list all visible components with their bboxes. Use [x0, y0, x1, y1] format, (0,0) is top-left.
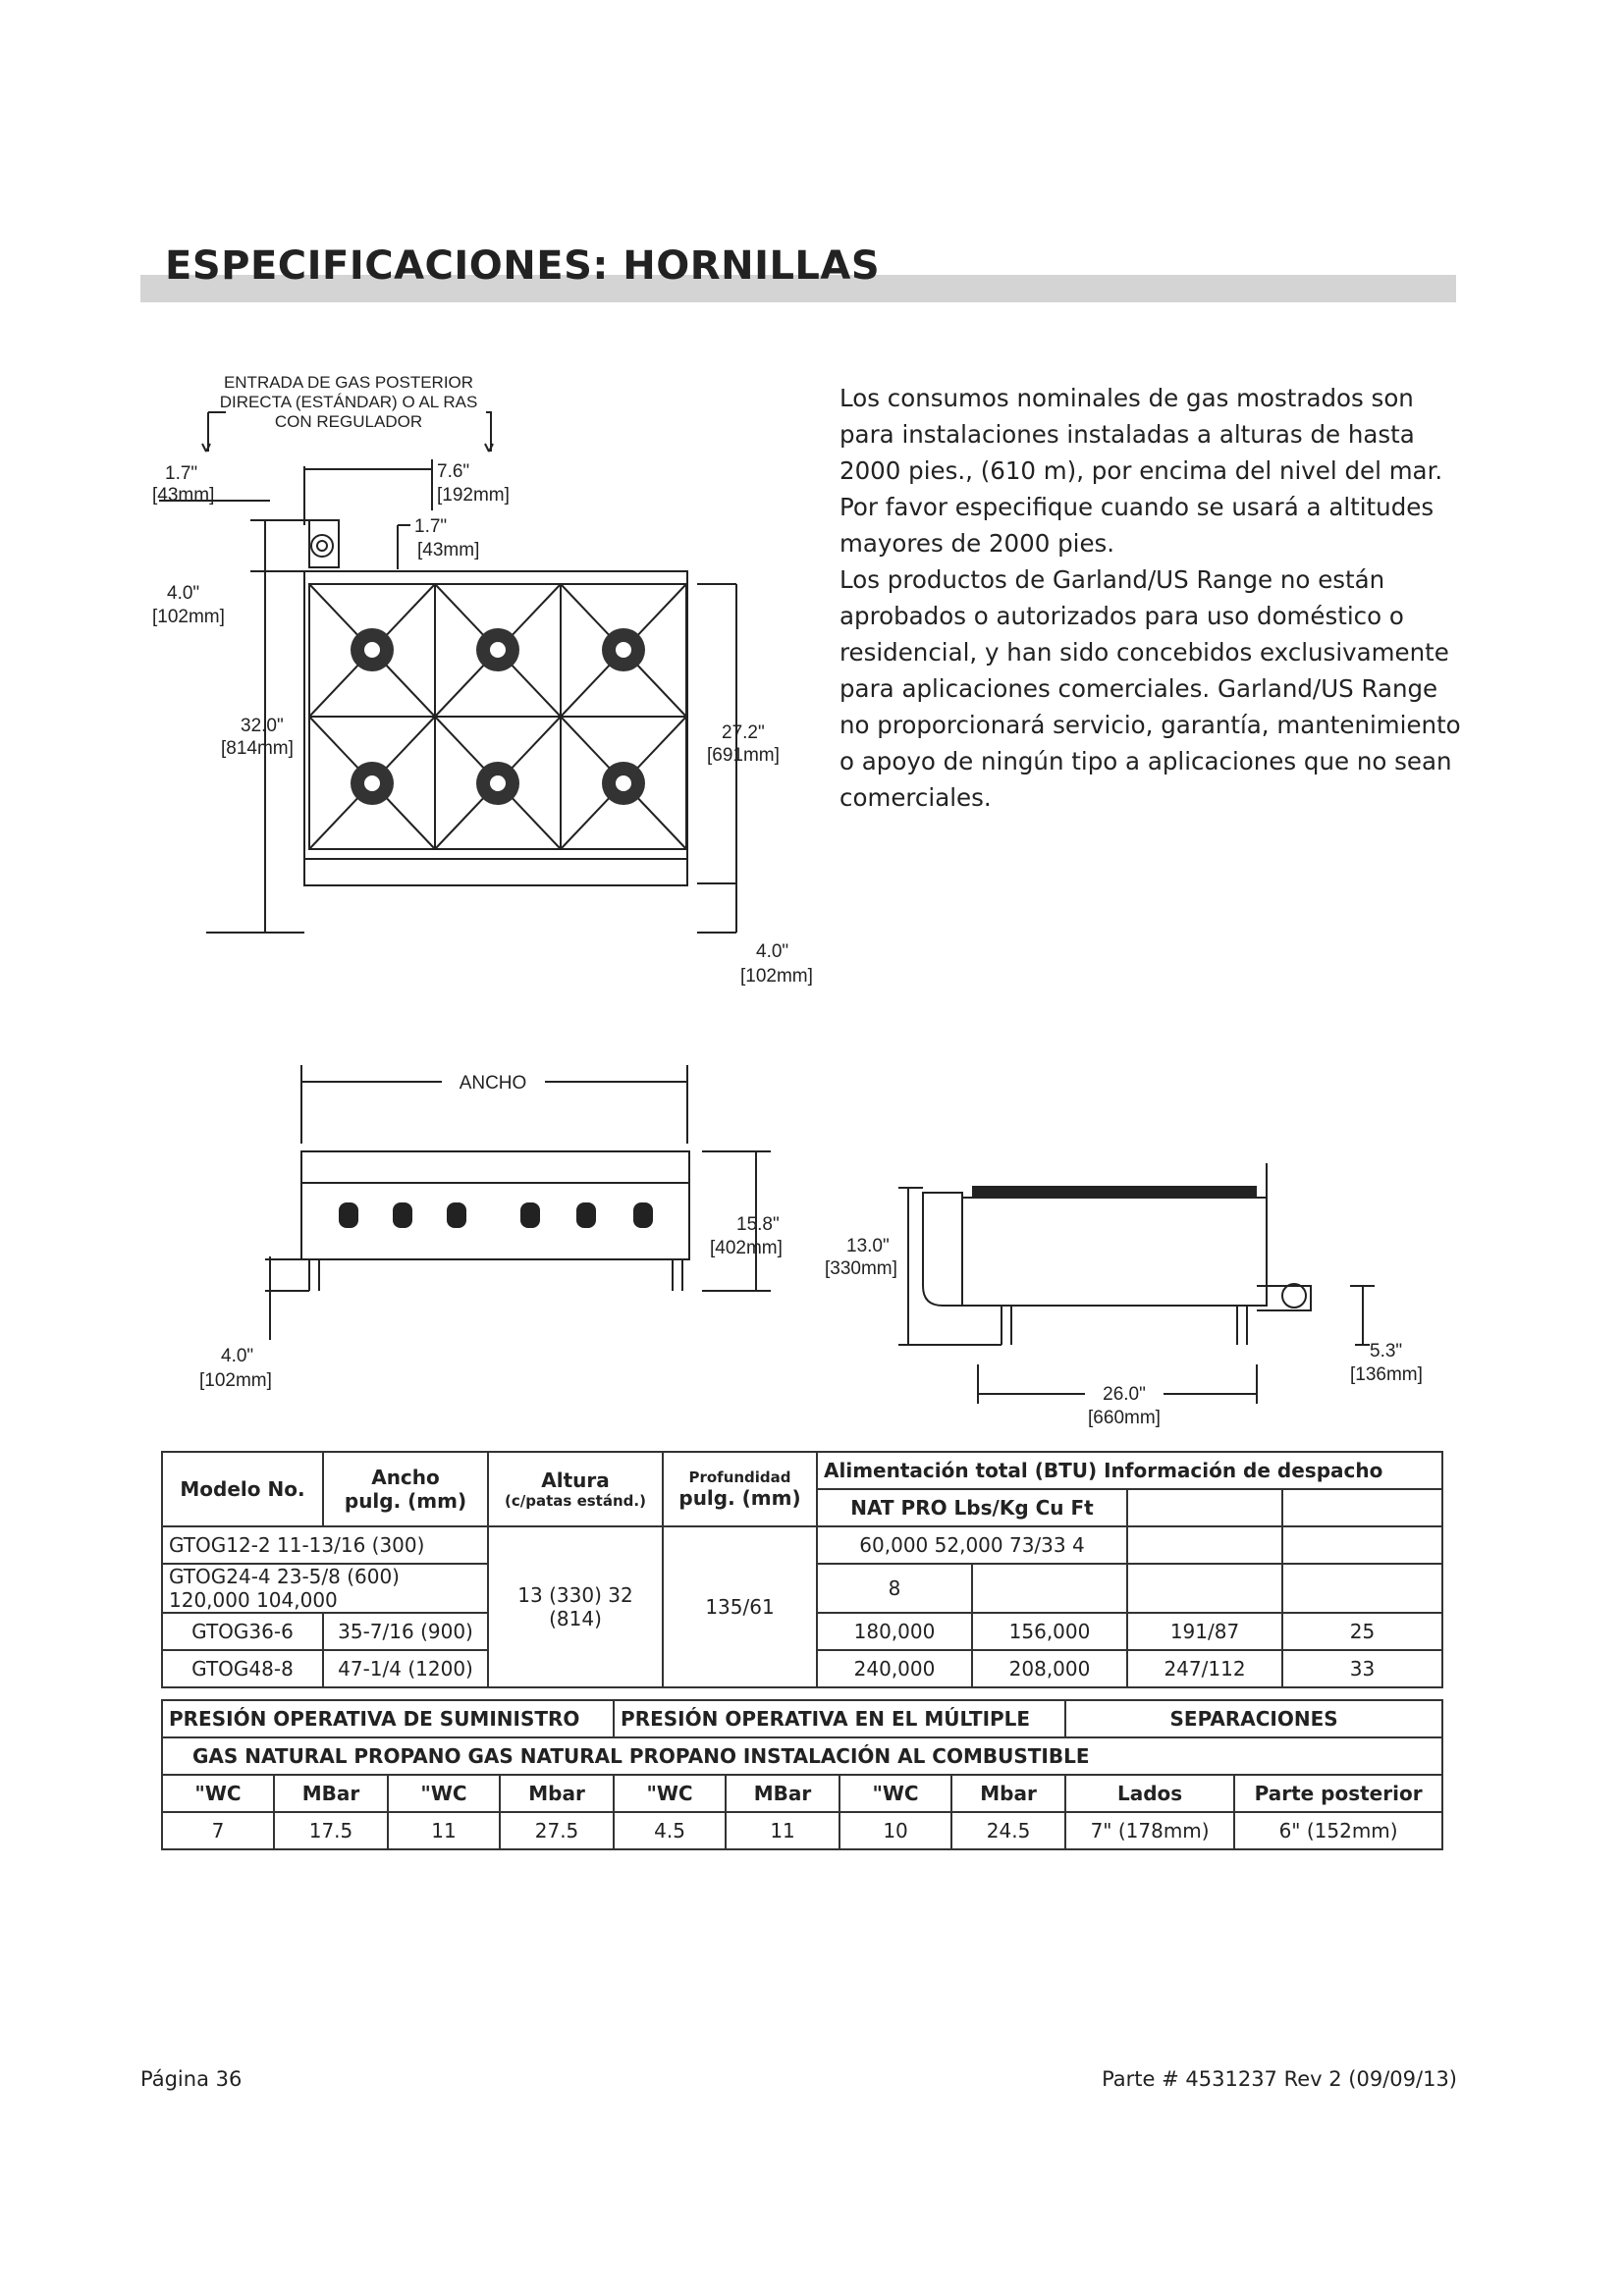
cell: [1282, 1526, 1442, 1564]
cell: 156,000: [972, 1613, 1127, 1650]
cell: 27.5: [500, 1812, 614, 1849]
cell: 7" (178mm): [1065, 1812, 1234, 1849]
header-depth: [663, 1452, 817, 1526]
cell: [1282, 1564, 1442, 1613]
header-width-2: pulg. (mm): [344, 1489, 467, 1513]
unit-header: "WC: [388, 1775, 500, 1812]
cell: 208,000: [972, 1650, 1127, 1687]
header-clearances: SEPARACIONES: [1065, 1700, 1442, 1737]
unit-header: "WC: [839, 1775, 951, 1812]
dim-reg: 1.7": [414, 516, 448, 537]
cell: [1127, 1526, 1282, 1564]
header-height: [488, 1452, 663, 1526]
dim-back-mm: [102mm]: [152, 607, 225, 627]
side-height: 13.0": [846, 1236, 890, 1256]
cell: 11: [388, 1812, 500, 1849]
cell: 25: [1282, 1613, 1442, 1650]
page-title: ESPECIFICACIONES: HORNILLAS: [165, 243, 881, 289]
cell: 191/87: [1127, 1613, 1282, 1650]
cell: 7: [162, 1812, 274, 1849]
pressure-clearance-table: [161, 1699, 1443, 1850]
dim-7-6: 7.6": [437, 461, 470, 482]
cell: GTOG48-8: [162, 1650, 323, 1687]
cell: 247/112: [1127, 1650, 1282, 1687]
dim-offset-mm: [43mm]: [152, 485, 215, 506]
dim-front-mm: [102mm]: [740, 966, 813, 987]
cell: 24.5: [951, 1812, 1065, 1849]
side-height-mm: [330mm]: [825, 1258, 897, 1279]
dim-grate: 27.2": [722, 722, 765, 743]
header-width-1: Ancho: [371, 1466, 440, 1489]
dim-depth-mm: [814mm]: [221, 738, 294, 759]
cell: [972, 1564, 1127, 1613]
gas-inlet-label-2: DIRECTA (ESTÁNDAR) O AL RAS: [219, 393, 478, 411]
page-number: Página 36: [140, 2067, 243, 2091]
side-reg-mm: [136mm]: [1350, 1364, 1423, 1385]
side-view-diagram: [825, 1148, 1434, 1428]
cell: GTOG24-4 23-5/8 (600) 120,000 104,000: [162, 1564, 488, 1613]
dim-height-mm: [402mm]: [710, 1238, 783, 1258]
cell: 6" (152mm): [1234, 1812, 1442, 1849]
dim-reg-mm: [43mm]: [417, 540, 480, 561]
header-sub: NAT PRO Lbs/Kg Cu Ft: [817, 1489, 1127, 1526]
dim-7-6-mm: [192mm]: [437, 485, 510, 506]
unit-header: Lados: [1065, 1775, 1234, 1812]
header-gas-types: GAS NATURAL PROPANO GAS NATURAL PROPANO INSTALACIÓN AL COMBUSTIBLE: [162, 1737, 1442, 1775]
side-reg: 5.3": [1370, 1341, 1403, 1362]
altitude-note: Los consumos nominales de gas mostrados son para instalaciones instaladas a alturas de hasta 2000 pies., (610 m), por encima del nivel del mar. Por favor especifique cuando se usará a altitudes mayores de 2000 pies.: [839, 384, 1443, 558]
unit-header: "WC: [614, 1775, 726, 1812]
header-btu: Alimentación total (BTU) Información de despacho: [817, 1452, 1442, 1489]
header-supply-pressure: PRESIÓN OPERATIVA DE SUMINISTRO: [162, 1700, 614, 1737]
gas-inlet-label-3: CON REGULADOR: [274, 412, 423, 431]
unit-header: Parte posterior: [1234, 1775, 1442, 1812]
cell: [1127, 1564, 1282, 1613]
dim-offset: 1.7": [165, 463, 198, 484]
cell: 47-1/4 (1200): [323, 1650, 488, 1687]
cell: 180,000: [817, 1613, 972, 1650]
cell-depth: 135/61: [663, 1526, 817, 1687]
cell: 17.5: [274, 1812, 388, 1849]
unit-header: "WC: [162, 1775, 274, 1812]
cell: 60,000 52,000 73/33 4: [817, 1526, 1127, 1564]
width-label: ANCHO: [459, 1073, 527, 1094]
header-depth-1: Profundidad: [688, 1468, 791, 1486]
cell: GTOG12-2 11-13/16 (300): [162, 1526, 488, 1564]
front-view-diagram: [191, 1055, 830, 1409]
header-depth-2: pulg. (mm): [678, 1486, 801, 1510]
cell: 11: [726, 1812, 839, 1849]
header-empty-2: [1282, 1489, 1442, 1526]
header-height-1: Altura: [541, 1468, 610, 1492]
unit-header: MBar: [726, 1775, 839, 1812]
header-empty-1: [1127, 1489, 1282, 1526]
dim-depth: 32.0": [241, 716, 284, 736]
cell: 10: [839, 1812, 951, 1849]
cell: 4.5: [614, 1812, 726, 1849]
table-row: [162, 1526, 1442, 1564]
dim-legs-mm: [102mm]: [199, 1370, 272, 1391]
cell: 35-7/16 (900): [323, 1613, 488, 1650]
cell-height-depth: 13 (330) 32 (814): [488, 1526, 663, 1687]
commercial-use-note: Los productos de Garland/US Range no están aprobados o autorizados para uso doméstico o residencial, y han sido concebidos exclusivamente para aplicaciones comerciales. Garland/US Range no proporcionará servicio, garantía, mantenimiento o apoyo de ningún tipo a aplicaciones que no sean comerciales.: [839, 565, 1461, 812]
dim-legs: 4.0": [221, 1346, 254, 1366]
cell: 240,000: [817, 1650, 972, 1687]
unit-header: MBar: [274, 1775, 388, 1812]
header-manifold-pressure: PRESIÓN OPERATIVA EN EL MÚLTIPLE: [614, 1700, 1065, 1737]
unit-header: Mbar: [951, 1775, 1065, 1812]
gas-inlet-label-1: ENTRADA DE GAS POSTERIOR: [223, 373, 474, 392]
header-model: Modelo No.: [162, 1452, 323, 1526]
cell: 33: [1282, 1650, 1442, 1687]
dim-back: 4.0": [167, 583, 200, 604]
header-width: [323, 1452, 488, 1526]
model-spec-table: [161, 1451, 1443, 1688]
cell: 8: [817, 1564, 972, 1613]
side-depth: 26.0": [1103, 1384, 1146, 1405]
header-height-2: (c/patas estánd.): [505, 1492, 646, 1510]
dim-height: 15.8": [736, 1214, 780, 1235]
table-row: [162, 1812, 1442, 1849]
unit-header: Mbar: [500, 1775, 614, 1812]
side-depth-mm: [660mm]: [1088, 1408, 1161, 1428]
part-number: Parte # 4531237 Rev 2 (09/09/13): [1102, 2067, 1457, 2091]
cell: GTOG36-6: [162, 1613, 323, 1650]
dim-grate-mm: [691mm]: [707, 745, 780, 766]
top-view-diagram: [147, 363, 835, 1011]
dim-front: 4.0": [756, 941, 789, 962]
